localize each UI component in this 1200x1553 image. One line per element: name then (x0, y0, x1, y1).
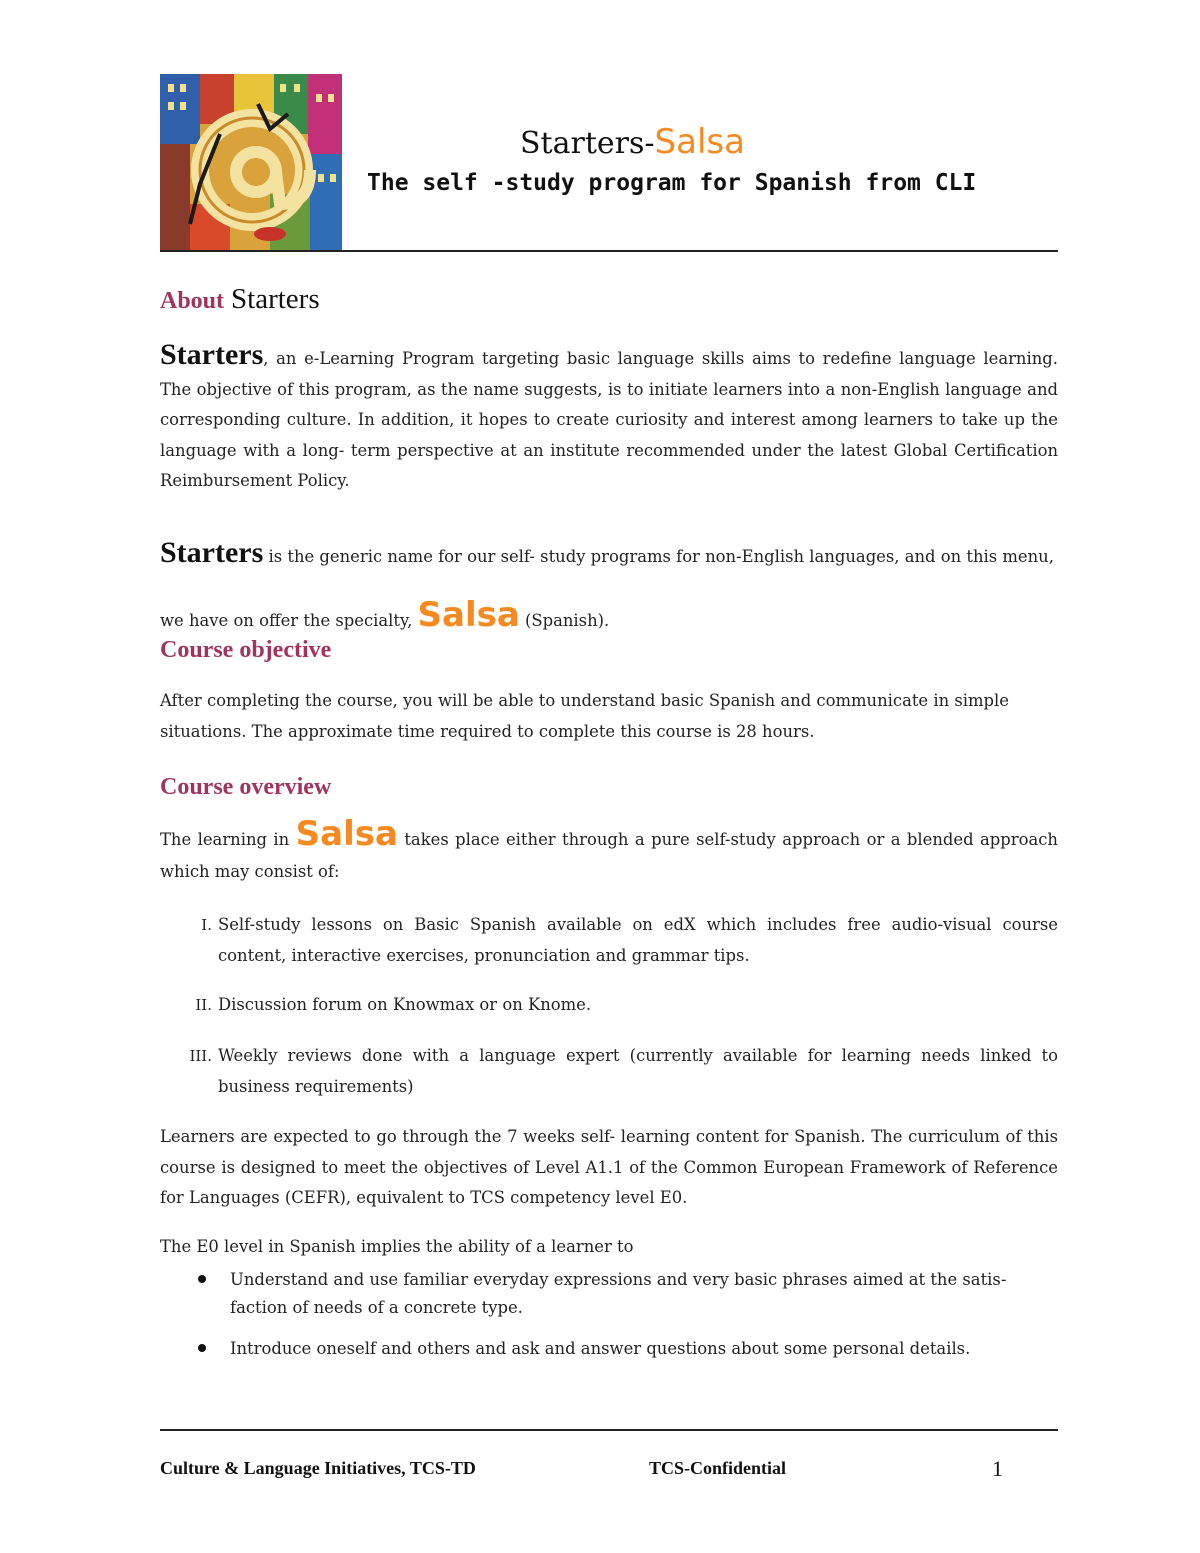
list-item (201, 910, 1058, 971)
learners-paragraph: Learners are expected to go through the 7 weeks self- learning content for Spanish. The curriculum of this course is designed to meet the objectives of Level A1.1 of the Common European Framework of Reference for Languages (CEFR), equivalent to TCS competency level E0. (160, 1127, 1058, 1207)
bullet-icon (198, 1275, 206, 1283)
about-paragraph-2 (160, 524, 1058, 650)
list-item-text: Discussion forum on Knowmax or on Knome. (218, 995, 592, 1014)
about-paragraph-2-text-b: (Spanish). (519, 611, 610, 630)
about-paragraph-1-text: , an e-Learning Program targeting basic language skills aims to redefine language learning. The objective of this program, as the name suggests, is to initiate learners into a non-English language and corresponding culture. In addition, it hopes to create curiosity and interest among learners to take up the language with a long- term perspective at an institute recommended under the latest Global Certification Reimbursement Policy. (160, 349, 1058, 490)
starters-lead-2: Starters (160, 536, 264, 569)
logo-art-image (160, 74, 342, 250)
about-heading-word: Starters (231, 283, 320, 315)
overview-intro-b: takes place either through a pure self-study approach or a blended approach which may consist of: (160, 830, 1058, 881)
list-item-text: Self-study lessons on Basic Spanish available on edX which includes free audio-visual course content, interactive exercises, pronunciation and grammar tips. (218, 915, 1058, 965)
title-prefix: Starters- (520, 126, 655, 161)
page-number: 1 (992, 1456, 1003, 1481)
bullet-icon (198, 1344, 206, 1352)
footer-organization: Culture & Language Initiatives, TCS-TD (160, 1458, 476, 1478)
overview-intro-brand: Salsa (295, 814, 398, 854)
e0-intro: The E0 level in Spanish implies the ability of a learner to (160, 1237, 634, 1256)
course-objective-heading: Course objective (160, 637, 332, 663)
document-title (520, 122, 745, 162)
bullet-item: Understand and use familiar everyday expressions and very basic phrases aimed at the satis- faction of needs of a concrete type. (230, 1270, 1007, 1317)
starters-lead-1: Starters (160, 338, 264, 371)
overview-intro-a: The learning in (160, 830, 296, 849)
footer-divider (160, 1429, 1058, 1431)
course-overview-heading: Course overview (160, 774, 332, 800)
overview-intro (160, 814, 1058, 888)
list-item-number: I. (201, 916, 212, 934)
list-item-number: III. (189, 1047, 212, 1065)
about-paragraph-2-text-a: is the generic name for our self- study programs for non-English languages, and on this menu, we have on offer the specialty, (160, 547, 1054, 630)
title-brand: Salsa (654, 122, 745, 162)
program-logo (160, 74, 342, 250)
about-paragraph-2-brand: Salsa (417, 595, 520, 635)
about-heading-accent: About (160, 288, 225, 314)
about-paragraph-1 (160, 340, 1058, 497)
document-subtitle: The self -study program for Spanish from CLI (367, 170, 977, 196)
course-objective-text: After completing the course, you will be able to understand basic Spanish and communicate in simple situations. The approximate time required to complete this course is 28 hours. (160, 691, 1009, 741)
footer-confidentiality: TCS-Confidential (649, 1458, 787, 1478)
list-item (195, 990, 1058, 1021)
header-divider (160, 250, 1058, 252)
list-item-number: II. (195, 996, 212, 1014)
list-item (189, 1041, 1058, 1102)
bullet-item: Introduce oneself and others and ask and answer questions about some personal details. (230, 1339, 971, 1358)
about-heading (160, 283, 320, 316)
list-item-text: Weekly reviews done with a language expert (currently available for learning needs linked to business requirements) (218, 1046, 1058, 1096)
